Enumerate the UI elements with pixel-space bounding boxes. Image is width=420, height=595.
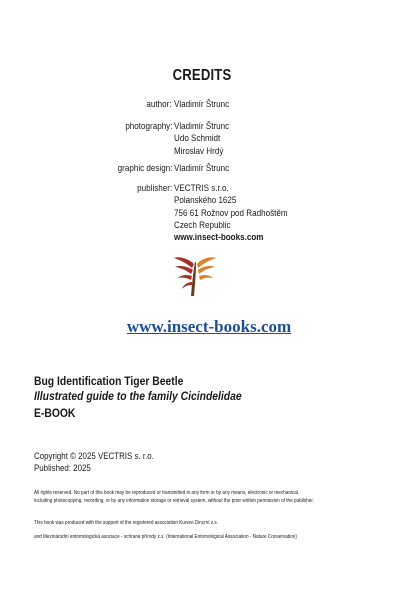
rights-line: including photocopying, recording, or by any information storage or retrieval system, without the prior written permission of the publisher. [34, 497, 314, 504]
publisher-website[interactable]: www.insect-books.com [174, 232, 264, 244]
credit-value [174, 183, 288, 244]
website-link[interactable]: www.insect-books.com [126, 317, 292, 336]
copyright-line: Copyright © 2025 VECTRIS s. r.o. [34, 451, 154, 461]
credit-line: Polanského 1625 [174, 195, 237, 207]
credit-line: VECTRIS s.r.o. [174, 183, 229, 194]
credit-line: Vladimír Štrunc [174, 99, 230, 110]
logo-wing-stroke [175, 266, 193, 274]
credit-line: Vladimír Štrunc [174, 121, 230, 132]
credit-line: 756 61 Rožnov pod Radhoštěm [174, 207, 288, 219]
support-line: This book was produced with the support of the registered association Kunovi Dincrní z.s. [34, 520, 219, 526]
credit-label: photography: [124, 121, 172, 132]
credit-line: Udo Schmidt [174, 133, 221, 145]
credit-label: publisher: [136, 183, 172, 194]
support-line: and Mezinárodní entomologická asociace - ochrana přírody z.s. (International Entomological Association - Nature Conservation) [34, 533, 297, 540]
logo-wing-stroke [178, 275, 192, 280]
butterfly-logo-icon [170, 254, 220, 300]
credit-value [174, 99, 229, 111]
book-format: E-BOOK [34, 408, 76, 420]
credit-value [174, 121, 229, 158]
credits-title: CREDITS [172, 67, 232, 84]
rights-notice [34, 490, 314, 505]
logo-wing-stroke [199, 275, 213, 280]
support-notice [34, 520, 297, 541]
copyright-block [34, 450, 154, 474]
published-line: Published: 2025 [34, 463, 91, 473]
credit-line: Vladimír Štrunc [174, 163, 230, 174]
credit-value [174, 163, 229, 175]
credit-label: author: [146, 99, 172, 110]
book-title-line-2: Illustrated guide to the family Cicindelidae [34, 390, 242, 403]
logo-wing-stroke [182, 282, 192, 289]
rights-line: All rights reserved. No part of this book may be reproduced or transmitted in any form or by any means, electronic or mechanical, [34, 490, 300, 496]
book-title-line-1: Bug Identification Tiger Beetle [34, 376, 184, 388]
book-title-block [34, 375, 242, 422]
credit-label: graphic design: [117, 163, 172, 174]
logo-wing-stroke [198, 266, 215, 274]
credit-line: Miroslav Hrdý [174, 145, 224, 157]
credit-line: Czech Republic [174, 219, 231, 231]
